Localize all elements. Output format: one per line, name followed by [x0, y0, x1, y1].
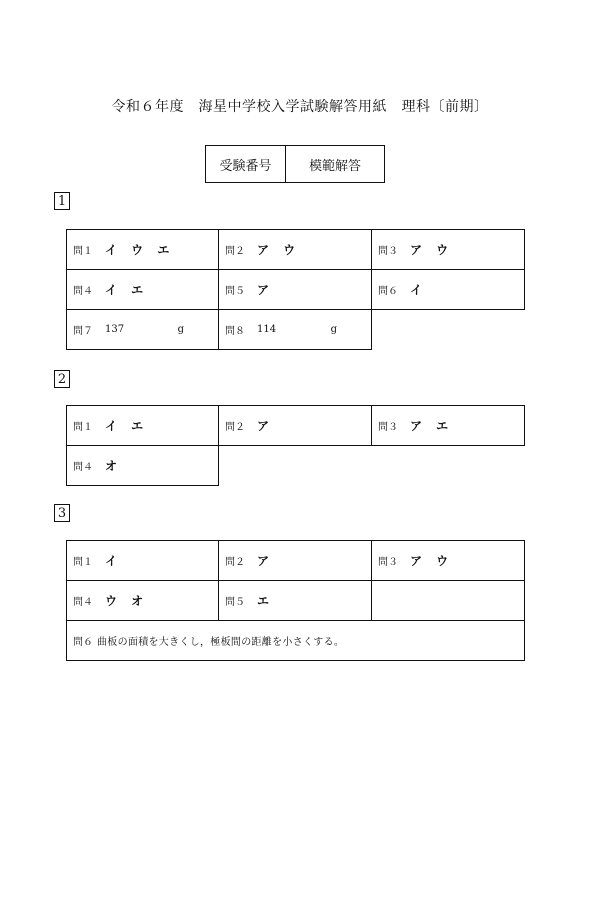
s1-q7-label: 問７	[73, 326, 93, 337]
s1-q8-cell	[218, 309, 372, 350]
s1-q3-label: 問３	[378, 246, 398, 257]
section-1-label: 1	[54, 192, 70, 210]
s1-q6-answer: イ	[410, 283, 428, 297]
s1-q8-unit: g	[330, 324, 337, 335]
s1-q4-answer: イ エ	[105, 283, 149, 297]
s1-q3-answer: ア ウ	[410, 243, 454, 257]
s2-q4-answer: オ	[105, 459, 123, 473]
s1-q6-cell	[371, 269, 525, 310]
s1-q7-unit: g	[177, 324, 184, 335]
s1-q1-label: 問１	[73, 246, 93, 257]
s1-q7-cell	[66, 309, 219, 350]
s2-q3-label: 問３	[378, 422, 398, 433]
s3-q6-answer: 曲板の面積を大きくし，極板間の距離を小さくする。	[97, 637, 345, 648]
s3-q3-cell	[371, 540, 525, 581]
s3-q5-label: 問５	[225, 597, 245, 608]
s3-q2-cell	[218, 540, 372, 581]
s3-q5-cell	[218, 580, 372, 621]
s1-q5-cell	[218, 269, 372, 310]
s1-q8-answer: 114	[257, 324, 277, 335]
exam-number-label: 受験番号	[206, 146, 286, 182]
s3-q5-answer: エ	[257, 594, 275, 608]
s1-q5-answer: ア	[257, 283, 275, 297]
s2-q1-answer: イ エ	[105, 419, 149, 433]
s3-q4-cell	[66, 580, 219, 621]
s3-q1-cell	[66, 540, 219, 581]
section-3-grid	[66, 541, 525, 661]
s3-q2-label: 問２	[225, 557, 245, 568]
section-2-label: 2	[54, 370, 70, 388]
s3-q4-answer: ウ オ	[105, 594, 149, 608]
s3-q6-cell	[66, 620, 525, 661]
s1-q5-label: 問５	[225, 286, 245, 297]
s3-q4-label: 問４	[73, 597, 93, 608]
s1-q1-answer: イ ウ エ	[105, 243, 175, 257]
s3-q1-label: 問１	[73, 557, 93, 568]
s1-q3-cell	[371, 229, 525, 270]
s1-q4-cell	[66, 269, 219, 310]
section-2-grid	[66, 406, 525, 486]
s1-q7-answer: 137	[105, 324, 125, 335]
s1-q8-label: 問８	[225, 326, 245, 337]
s1-q1-cell	[66, 229, 219, 270]
section-1-grid	[66, 230, 525, 350]
s2-q3-answer: ア エ	[410, 419, 454, 433]
exam-number-box	[205, 145, 385, 183]
s3-empty-cell	[371, 580, 525, 621]
section-3-label: 3	[54, 504, 70, 522]
s2-q1-cell	[66, 405, 219, 446]
s2-q3-cell	[371, 405, 525, 446]
s3-q6-label: 問６	[73, 637, 93, 648]
s1-q6-label: 問６	[378, 286, 398, 297]
s2-q2-answer: ア	[257, 419, 275, 433]
s2-q1-label: 問１	[73, 422, 93, 433]
s3-q1-answer: イ	[105, 554, 123, 568]
s1-q2-answer: ア ウ	[257, 243, 301, 257]
s1-q4-label: 問４	[73, 286, 93, 297]
s2-q2-label: 問２	[225, 422, 245, 433]
s2-q4-cell	[66, 445, 219, 486]
s2-q4-label: 問４	[73, 462, 93, 473]
s3-q3-answer: ア ウ	[410, 554, 454, 568]
exam-number-value: 模範解答	[308, 158, 361, 174]
s3-q2-answer: ア	[257, 554, 275, 568]
s1-q2-cell	[218, 229, 372, 270]
page-title: 令和６年度 海星中学校入学試験解答用紙 理科〔前期〕	[111, 99, 489, 115]
s3-q3-label: 問３	[378, 557, 398, 568]
s1-q2-label: 問２	[225, 246, 245, 257]
s2-q2-cell	[218, 405, 372, 446]
